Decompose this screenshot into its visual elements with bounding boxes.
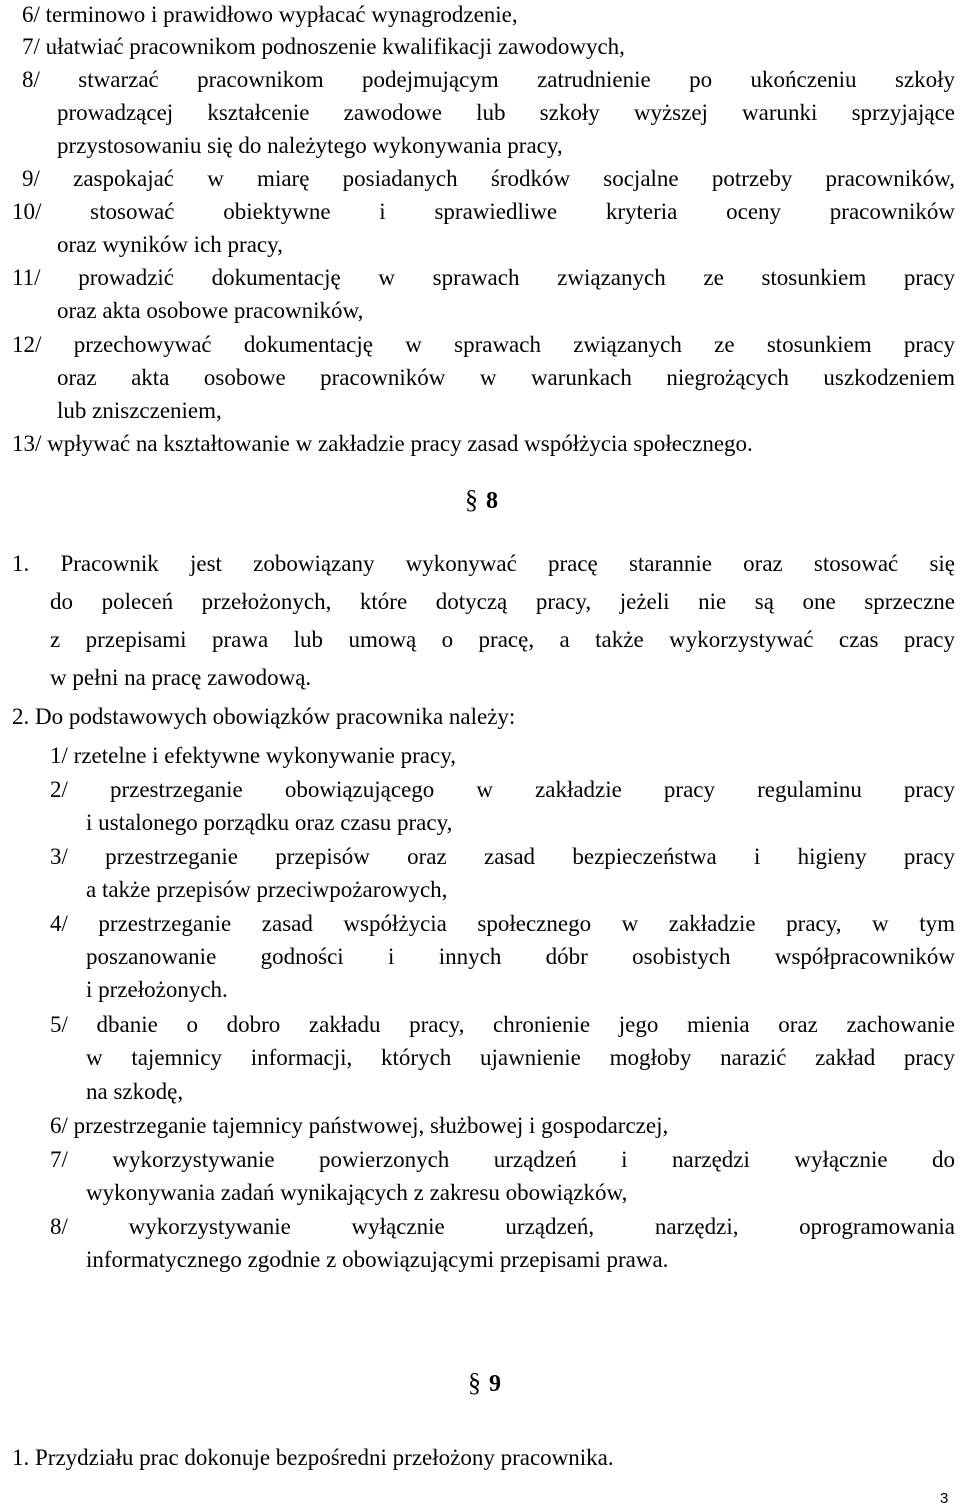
section-symbol: §: [468, 1368, 481, 1397]
text-line: 2/ przestrzeganie obowiązującego w zakładzie pracy regulaminu pracy: [50, 777, 955, 802]
section-heading: [468, 1368, 501, 1399]
text-line: w pełni na pracę zawodową.: [50, 665, 312, 690]
text-line: do poleceń przełożonych, które dotyczą pracy, jeżeli nie są one sprzeczne: [50, 589, 955, 614]
text-line: 1/ rzetelne i efektywne wykonywanie pracy,: [50, 743, 456, 768]
text-line: 6/ przestrzeganie tajemnicy państwowej, służbowej i gospodarczej,: [50, 1113, 669, 1138]
text-line: 6/ terminowo i prawidłowo wypłacać wynagrodzenie,: [22, 2, 518, 27]
page-number: 3: [940, 1490, 949, 1507]
text-line: oraz akta osobowe pracowników,: [57, 298, 364, 323]
text-line: 8/ wykorzystywanie wyłącznie urządzeń, narzędzi, oprogramowania: [50, 1214, 955, 1239]
text-line: na szkodę,: [86, 1079, 184, 1104]
text-line: 7/ ułatwiać pracownikom podnoszenie kwalifikacji zawodowych,: [22, 34, 625, 59]
text-line: wykonywania zadań wynikających z zakresu obowiązków,: [86, 1180, 628, 1205]
text-line: 4/ przestrzeganie zasad współżycia społecznego w zakładzie pracy, w tym: [50, 911, 955, 936]
text-line: 12/ przechowywać dokumentację w sprawach związanych ze stosunkiem pracy: [12, 332, 955, 357]
text-line: 5/ dbanie o dobro zakładu pracy, chronienie jego mienia oraz zachowanie: [50, 1012, 955, 1037]
text-line: z przepisami prawa lub umową o pracę, a także wykorzystywać czas pracy: [50, 627, 955, 652]
text-line: informatycznego zgodnie z obowiązującymi przepisami prawa.: [86, 1247, 669, 1272]
text-line: i ustalonego porządku oraz czasu pracy,: [86, 810, 453, 835]
text-line: 7/ wykorzystywanie powierzonych urządzeń i narzędzi wyłącznie do: [50, 1147, 955, 1172]
text-line: 11/ prowadzić dokumentację w sprawach związanych ze stosunkiem pracy: [12, 265, 955, 290]
text-line: oraz wyników ich pracy,: [57, 232, 283, 257]
section-heading: [465, 485, 498, 516]
text-line: poszanowanie godności i innych dóbr osobistych współpracowników: [86, 944, 955, 969]
text-line: przystosowaniu się do należytego wykonywania pracy,: [57, 133, 563, 158]
text-line: 2. Do podstawowych obowiązków pracownika należy:: [12, 704, 516, 729]
text-line: w tajemnicy informacji, których ujawnienie mogłoby narazić zakład pracy: [86, 1045, 955, 1070]
text-line: a także przepisów przeciwpożarowych,: [86, 877, 448, 902]
text-line: 8/ stwarzać pracownikom podejmującym zatrudnienie po ukończeniu szkoły: [22, 67, 955, 92]
section-number: 8: [486, 488, 498, 514]
text-line: prowadzącej kształcenie zawodowe lub szkoły wyższej warunki sprzyjające: [57, 100, 955, 125]
text-line: 10/ stosować obiektywne i sprawiedliwe kryteria oceny pracowników: [12, 199, 955, 224]
text-line: 3/ przestrzeganie przepisów oraz zasad bezpieczeństwa i higieny pracy: [50, 844, 955, 869]
text-line: lub zniszczeniem,: [57, 398, 222, 423]
text-line: 13/ wpływać na kształtowanie w zakładzie pracy zasad współżycia społecznego.: [12, 431, 753, 456]
text-line: oraz akta osobowe pracowników w warunkach niegrożących uszkodzeniem: [57, 365, 955, 390]
text-line: 1. Przydziału prac dokonuje bezpośredni przełożony pracownika.: [12, 1445, 614, 1470]
text-line: 1. Pracownik jest zobowiązany wykonywać pracę starannie oraz stosować się: [12, 551, 955, 576]
section-number: 9: [489, 1371, 501, 1397]
text-line: i przełożonych.: [86, 977, 228, 1002]
section-symbol: §: [465, 485, 478, 514]
text-line: 9/ zaspokajać w miarę posiadanych środków socjalne potrzeby pracowników,: [22, 166, 955, 191]
